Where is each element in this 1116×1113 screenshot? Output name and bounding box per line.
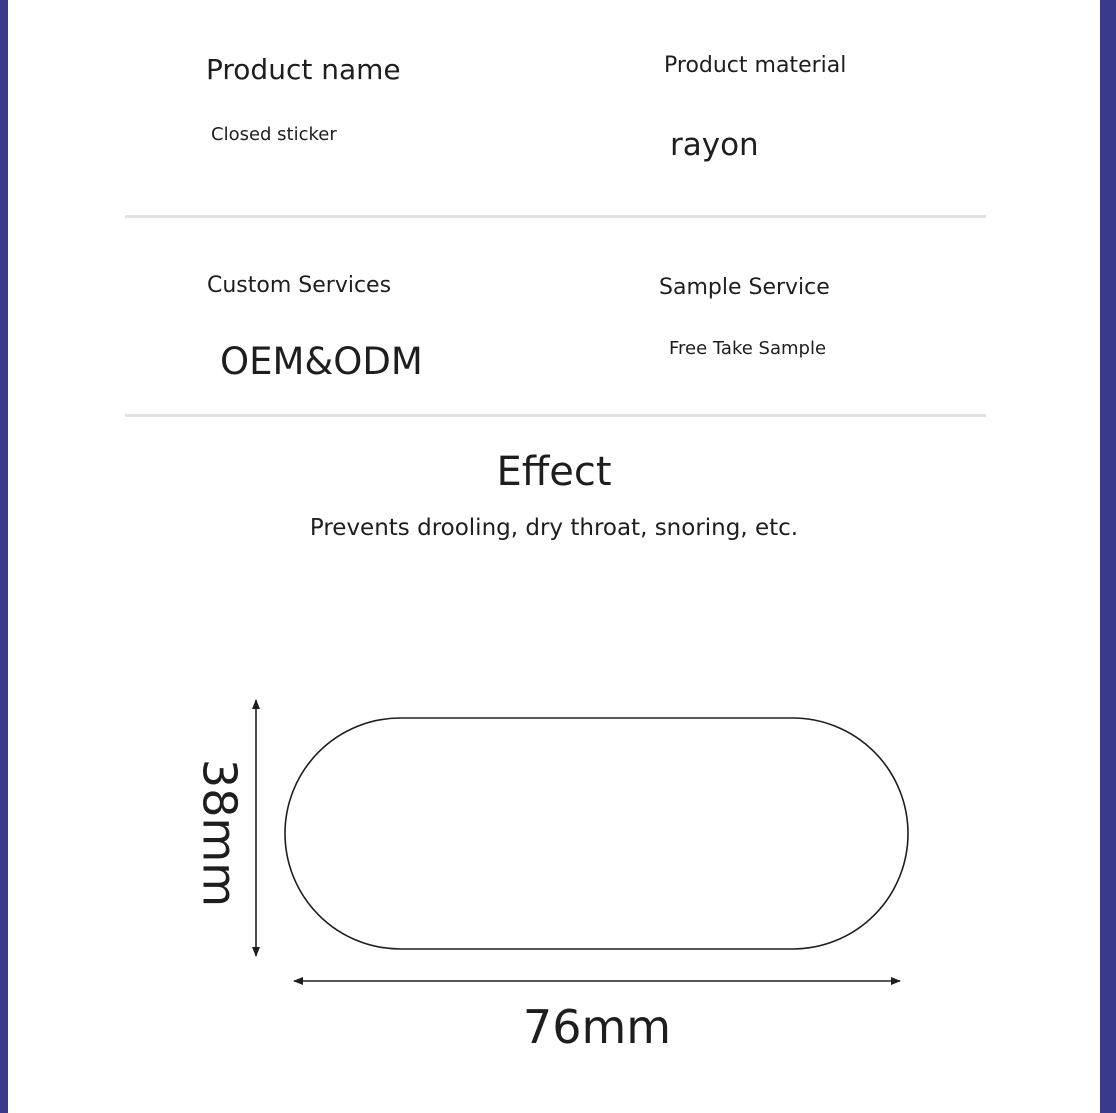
sticker-outline	[285, 718, 908, 949]
width-label: 76mm	[522, 1000, 672, 1054]
product-material-value: rayon	[670, 127, 759, 163]
effect-description: Prevents drooling, dry throat, snoring, etc.	[309, 515, 799, 541]
sticker-dimension-diagram	[8, 0, 1100, 1113]
height-label: 38mm	[192, 758, 247, 908]
custom-services-value: OEM&ODM	[220, 340, 423, 383]
product-info-page	[8, 0, 1100, 1113]
product-name-value: Closed sticker	[211, 124, 337, 145]
sample-service-label: Sample Service	[659, 275, 830, 300]
product-name-label: Product name	[206, 53, 401, 86]
sample-service-value: Free Take Sample	[669, 338, 827, 359]
effect-title: Effect	[496, 449, 612, 495]
product-material-label: Product material	[664, 53, 847, 78]
custom-services-label: Custom Services	[207, 273, 392, 298]
